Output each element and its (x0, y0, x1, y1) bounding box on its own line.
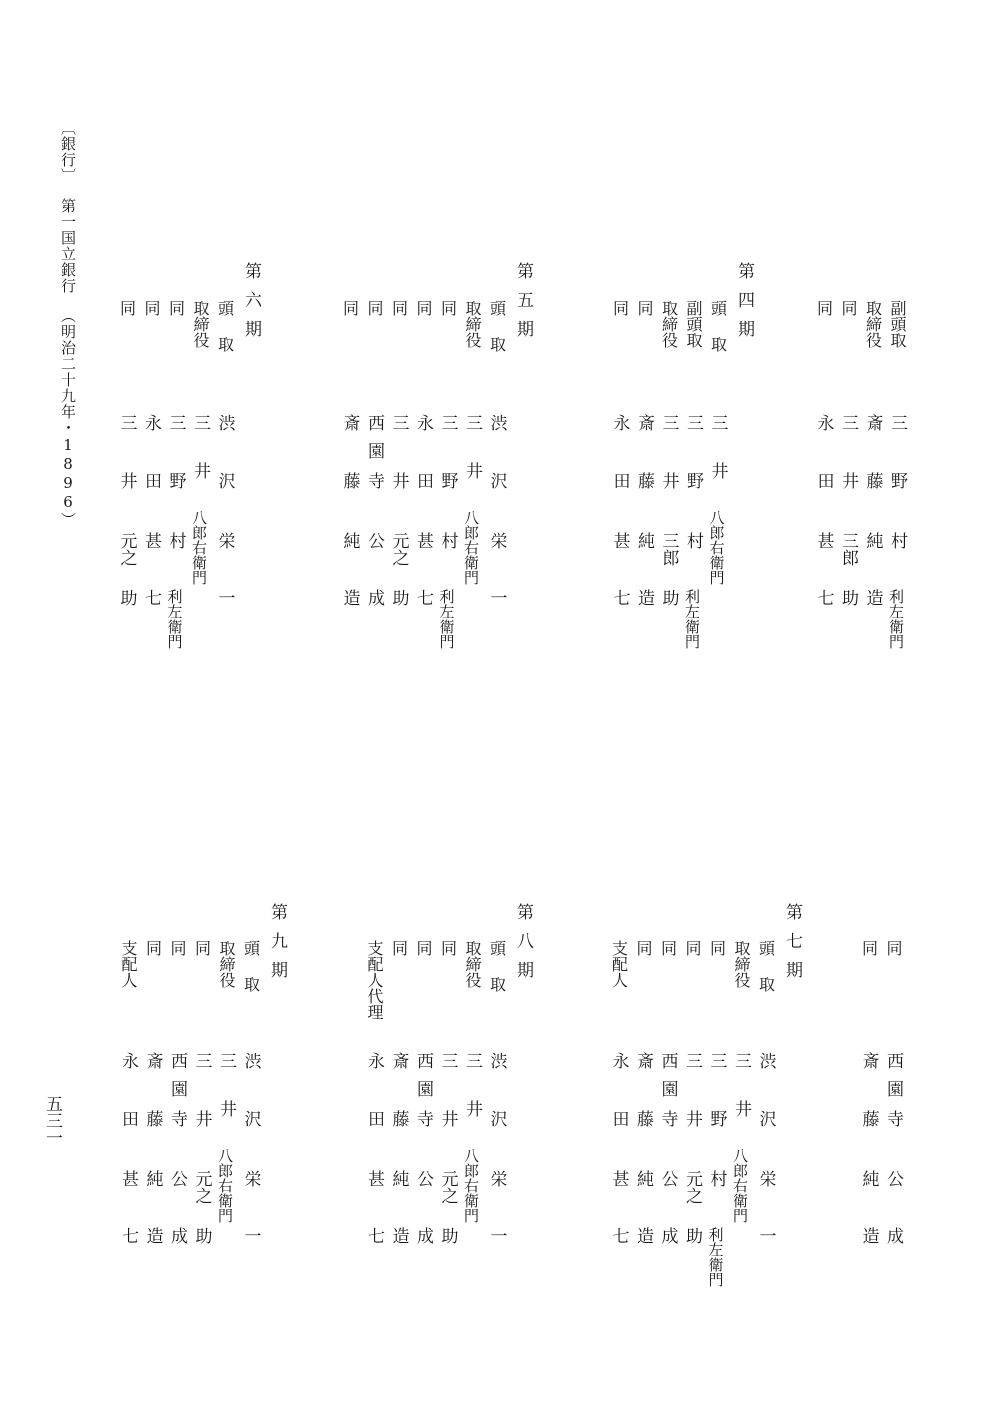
officer-name-part: 寺 (413, 1110, 433, 1127)
officer-name-part: 利左衛門 (437, 589, 456, 649)
officer-name-part: 斎 (388, 1052, 409, 1069)
officer-name-part: 三 (116, 414, 137, 431)
officer-role: 同 (884, 940, 903, 956)
officer-name-part: 純 (634, 532, 654, 549)
officer-name-part: 七 (813, 589, 834, 606)
officer-role: 同 (166, 300, 186, 316)
officer-name-part: 三 (683, 414, 703, 431)
officer-role: 同 (610, 300, 630, 316)
officer-role: 同 (707, 940, 727, 956)
officer-name-part: 公 (364, 532, 384, 549)
officer-role: 副頭取 (684, 300, 703, 348)
officer-name-part: 藤 (858, 1110, 879, 1127)
officer-role: 取締役 (463, 940, 482, 988)
officer-name-part: 甚 (609, 532, 630, 549)
officer-name-part: 助 (437, 1227, 458, 1244)
officer-name-part: 井 (216, 1100, 236, 1117)
officer-name-part: 公 (167, 1170, 187, 1187)
officer-name-part: 渋 (486, 414, 507, 431)
officer-name-part: 甚 (118, 1170, 138, 1187)
officer-role: 同 (859, 940, 879, 956)
officer-name-part: 田 (364, 1110, 384, 1127)
officer-name-part: 純 (862, 532, 883, 549)
officer-name-part: 村 (683, 532, 703, 549)
officer-name-part: 田 (141, 472, 161, 489)
officer-role: 同 (117, 300, 137, 316)
officer-name-part: 永 (364, 1052, 384, 1069)
officer-name-part: 井 (116, 472, 137, 489)
officer-name-part: 田 (609, 472, 630, 489)
officer-name-part: 斎 (142, 1052, 163, 1069)
officer-name-part: 井 (462, 462, 482, 479)
period-label: 第六期 (241, 262, 261, 349)
officer-role: 同 (168, 940, 187, 956)
officer-name-part: 助 (191, 1227, 212, 1244)
officer-name-part: 一 (240, 1227, 261, 1244)
officer-name-part: 藤 (339, 472, 360, 489)
officer-name-part: 野 (706, 1110, 727, 1127)
officer-name-part: 園 (883, 1080, 903, 1097)
officer-name-part: 沢 (486, 472, 507, 489)
running-head (58, 120, 79, 528)
officer-role: 同 (414, 940, 433, 956)
officer-name-part: 一 (486, 589, 507, 606)
officer-name-part: 公 (657, 1170, 678, 1187)
period-label: 第八期 (513, 903, 533, 990)
officer-role: 同 (143, 940, 163, 956)
period-label: 第七期 (782, 903, 802, 990)
officer-name-part: 藤 (633, 1110, 653, 1127)
officer-name-part: 村 (165, 532, 186, 549)
officer-name-part: 藤 (388, 1110, 409, 1127)
officer-name-part: 八郎右衛門 (462, 1148, 480, 1223)
officer-name-part: 斎 (862, 414, 883, 431)
officer-role: 同 (389, 940, 409, 956)
officer-name-part: 造 (633, 1227, 653, 1244)
officer-role: 同 (634, 940, 653, 956)
period-label: 第四期 (734, 262, 754, 349)
officer-name-part: 沢 (755, 1110, 776, 1127)
officer-role: 取締役 (863, 300, 883, 348)
officer-name-part: 公 (883, 1170, 903, 1187)
officer-role: 同 (658, 940, 678, 956)
officer-name-part: 純 (858, 1170, 879, 1187)
officer-role: 支配人 (609, 940, 629, 988)
running-head-title: 第一国立銀行 (59, 198, 77, 294)
officer-name-part: 一 (486, 1227, 507, 1244)
officer-name-part: 八郎右衛門 (731, 1148, 749, 1223)
period-label: 第五期 (513, 262, 533, 349)
officer-name-part: 造 (142, 1227, 163, 1244)
officer-name-part: 元之 (682, 1170, 702, 1204)
officer-role: 同 (365, 300, 384, 316)
officer-name-part: 公 (413, 1170, 433, 1187)
officer-name-part: 三 (706, 1052, 727, 1069)
officer-name-part: 田 (118, 1110, 138, 1127)
officer-name-part: 甚 (608, 1170, 629, 1187)
officer-role: 同 (192, 940, 212, 956)
officer-name-part: 斎 (633, 1052, 653, 1069)
officer-name-part: 西 (413, 1052, 433, 1069)
officer-name-part: 三 (658, 414, 679, 431)
officer-name-part: 永 (608, 1052, 629, 1069)
officer-name-part: 助 (116, 589, 137, 606)
officer-name-part: 三 (682, 1052, 702, 1069)
officer-name-part: 永 (413, 414, 433, 431)
officer-name-part: 井 (462, 1100, 482, 1117)
officer-name-part: 八郎右衛門 (190, 510, 208, 585)
officer-name-part: 純 (633, 1170, 653, 1187)
page-number: 五三一 (42, 1095, 62, 1146)
officer-name-part: 造 (858, 1227, 879, 1244)
officer-name-part: 三 (838, 414, 858, 431)
officer-name-part: 斎 (339, 414, 360, 431)
officer-role: 取締役 (659, 300, 679, 348)
officer-name-part: 園 (167, 1080, 187, 1097)
officer-name-part: 純 (388, 1170, 409, 1187)
officer-role: 同 (839, 300, 858, 316)
officer-name-part: 助 (838, 589, 858, 606)
officer-name-part: 沢 (240, 1110, 261, 1127)
officer-role: 同 (438, 940, 458, 956)
officer-name-part: 井 (838, 472, 858, 489)
officer-name-part: 助 (682, 1227, 702, 1244)
officer-name-part: 渋 (240, 1052, 261, 1069)
officer-name-part: 寺 (883, 1110, 903, 1127)
officer-name-part: 成 (657, 1227, 678, 1244)
officer-name-part: 一 (755, 1227, 776, 1244)
officer-name-part: 野 (683, 472, 703, 489)
officer-name-part: 三 (462, 414, 482, 431)
officer-name-part: 栄 (486, 1170, 507, 1187)
officer-name-part: 八郎右衛門 (462, 510, 480, 585)
running-head-section: 〔銀行〕 (59, 120, 77, 184)
officer-name-part: 甚 (813, 532, 834, 549)
officer-name-part: 西 (883, 1052, 903, 1069)
officer-name-part: 三 (707, 414, 728, 431)
officer-name-part: 七 (413, 589, 433, 606)
officer-name-part: 野 (437, 472, 458, 489)
officer-name-part: 元之 (437, 1170, 458, 1204)
officer-role: 同 (438, 300, 458, 316)
officer-name-part: 甚 (364, 1170, 384, 1187)
officer-name-part: 造 (862, 589, 883, 606)
officer-name-part: 井 (190, 462, 210, 479)
officer-name-part: 成 (364, 589, 384, 606)
officer-role: 同 (340, 300, 360, 316)
officer-name-part: 野 (887, 472, 907, 489)
officer-name-part: 寺 (657, 1110, 678, 1127)
officer-role: 同 (635, 300, 654, 316)
officer-name-part: 井 (682, 1110, 702, 1127)
officer-name-part: 造 (388, 1227, 409, 1244)
officer-role: 同 (142, 300, 161, 316)
officer-name-part: 三 (437, 1052, 458, 1069)
officer-name-part: 三 (190, 414, 210, 431)
officer-name-part: 井 (707, 462, 728, 479)
officer-name-part: 利左衛門 (683, 589, 701, 649)
officer-name-part: 永 (813, 414, 834, 431)
officer-name-part: 利左衛門 (165, 589, 184, 649)
period-label: 第九期 (267, 903, 287, 990)
officer-role: 取締役 (463, 300, 482, 348)
officer-name-part: 八郎右衛門 (216, 1148, 234, 1223)
officer-name-part: 西 (364, 414, 384, 431)
officer-name-part: 園 (364, 442, 384, 459)
officer-name-part: 沢 (486, 1110, 507, 1127)
officer-role: 頭取 (215, 300, 235, 372)
officer-name-part: 斎 (634, 414, 654, 431)
officer-name-part: 渋 (486, 1052, 507, 1069)
officer-name-part: 一 (214, 589, 235, 606)
officer-name-part: 園 (657, 1080, 678, 1097)
officer-name-part: 成 (167, 1227, 187, 1244)
officer-name-part: 斎 (858, 1052, 879, 1069)
officer-name-part: 助 (658, 589, 679, 606)
officer-name-part: 渋 (214, 414, 235, 431)
officer-name-part: 八郎右衛門 (707, 510, 726, 585)
officer-name-part: 三 (887, 414, 907, 431)
officer-name-part: 沢 (214, 472, 235, 489)
officer-name-part: 造 (339, 589, 360, 606)
officer-role: 頭取 (487, 300, 507, 372)
officer-name-part: 純 (142, 1170, 163, 1187)
officer-role: 頭取 (756, 940, 776, 1012)
officer-name-part: 造 (634, 589, 654, 606)
officer-name-part: 永 (609, 414, 630, 431)
officer-name-part: 三 (388, 414, 409, 431)
officer-name-part: 栄 (486, 532, 507, 549)
officer-name-part: 村 (437, 532, 458, 549)
officer-name-part: 田 (413, 472, 433, 489)
officer-name-part: 三 (216, 1052, 236, 1069)
officer-name-part: 寺 (167, 1110, 187, 1127)
officer-name-part: 三 (191, 1052, 212, 1069)
officer-role: 副頭取 (888, 300, 907, 348)
officer-name-part: 永 (141, 414, 161, 431)
officer-name-part: 井 (388, 472, 409, 489)
officer-role: 同 (814, 300, 834, 316)
officer-name-part: 栄 (214, 532, 235, 549)
officer-name-part: 田 (813, 472, 834, 489)
officer-name-part: 七 (118, 1227, 138, 1244)
officer-name-part: 村 (706, 1170, 727, 1187)
officer-name-part: 藤 (142, 1110, 163, 1127)
officer-name-part: 三 (437, 414, 458, 431)
officer-name-part: 成 (413, 1227, 433, 1244)
officer-name-part: 西 (657, 1052, 678, 1069)
officer-role: 支配人代理 (365, 940, 384, 1020)
officer-name-part: 三 (462, 1052, 482, 1069)
officer-name-part: 甚 (413, 532, 433, 549)
officer-name-part: 藤 (862, 472, 883, 489)
officer-role: 頭取 (708, 300, 728, 372)
officer-name-part: 三 (731, 1052, 751, 1069)
officer-name-part: 元之 (388, 532, 409, 566)
officer-name-part: 七 (609, 589, 630, 606)
officer-name-part: 七 (608, 1227, 629, 1244)
officer-name-part: 寺 (364, 472, 384, 489)
officer-role: 頭取 (487, 940, 507, 1012)
officer-role: 同 (414, 300, 433, 316)
officer-name-part: 井 (191, 1110, 212, 1127)
officer-role: 取締役 (217, 940, 236, 988)
officer-name-part: 成 (883, 1227, 903, 1244)
officer-name-part: 園 (413, 1080, 433, 1097)
officer-name-part: 七 (141, 589, 161, 606)
officer-name-part: 田 (608, 1110, 629, 1127)
officer-name-part: 野 (165, 472, 186, 489)
officer-name-part: 三郎 (838, 532, 858, 566)
officer-name-part: 三 (165, 414, 186, 431)
officer-role: 同 (389, 300, 409, 316)
officer-name-part: 三郎 (658, 532, 679, 566)
officer-name-part: 甚 (141, 532, 161, 549)
officer-name-part: 井 (437, 1110, 458, 1127)
officer-name-part: 永 (118, 1052, 138, 1069)
officer-role: 取締役 (191, 300, 210, 348)
officer-role: 支配人 (119, 940, 138, 988)
officer-role: 同 (683, 940, 702, 956)
officer-name-part: 七 (364, 1227, 384, 1244)
officer-name-part: 元之 (191, 1170, 212, 1204)
running-head-date: （明治二十九年・1896） (59, 308, 77, 528)
officer-name-part: 利左衛門 (706, 1227, 725, 1287)
officer-name-part: 助 (388, 589, 409, 606)
officer-role: 取締役 (732, 940, 751, 988)
officer-name-part: 井 (731, 1100, 751, 1117)
officer-name-part: 栄 (755, 1170, 776, 1187)
officer-name-part: 栄 (240, 1170, 261, 1187)
officer-name-part: 元之 (116, 532, 137, 566)
officer-name-part: 渋 (755, 1052, 776, 1069)
officer-role: 頭取 (241, 940, 261, 1012)
officer-name-part: 村 (887, 532, 907, 549)
officer-name-part: 純 (339, 532, 360, 549)
officer-name-part: 井 (658, 472, 679, 489)
officer-name-part: 利左衛門 (887, 589, 905, 649)
officer-name-part: 西 (167, 1052, 187, 1069)
officer-name-part: 藤 (634, 472, 654, 489)
